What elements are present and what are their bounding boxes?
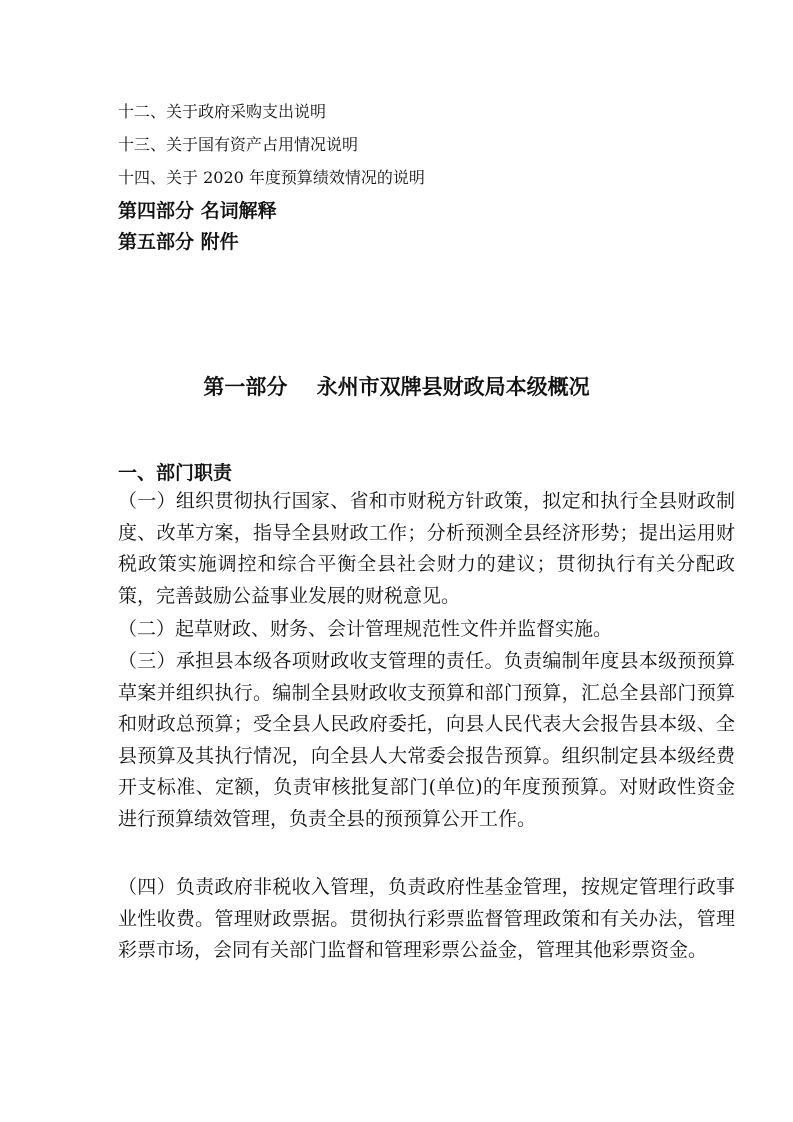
toc-item-13: 十三、关于国有资产占用情况说明 [118,135,359,154]
toc-part-4: 第四部分 名词解释 [118,200,277,222]
paragraph-4: （四）负责政府非税收入管理，负责政府性基金管理，按规定管理行政事业性收费。管理财政票据。贯彻执行彩票监督管理政策和有关办法，管理彩票市场，会同有关部门监督和管理彩票公益金，管理其他彩票资金。 [118,876,735,961]
paragraph-1: （一）组织贯彻执行国家、省和市财税方针政策，拟定和执行全县财政制度、改革方案，指导全县财政工作；分析预测全县经济形势；提出运用财税政策实施调控和综合平衡全县社会财力的建议；贯彻执行有关分配政策，完善鼓励公益事业发展的财税意见。 [118,490,735,607]
toc-item-14: 十四、关于 2020 年度预算绩效情况的说明 [118,168,425,187]
toc-part-5: 第五部分 附件 [118,231,239,253]
section-heading: 一、部门职责 [118,462,233,484]
page-title: 第一部分 永州市双牌县财政局本级概况 [203,375,590,399]
paragraph-2: （二）起草财政、财务、会计管理规范性文件并监督实施。 [118,618,613,640]
toc-item-12: 十二、关于政府采购支出说明 [118,102,327,121]
paragraph-3: （三）承担县本级各项财政收支管理的责任。负责编制年度县本级预预算草案并组织执行。编制全县财政收支预算和部门预算，汇总全县部门预算和财政总预算；受全县人民政府委托，向县人民代表大会报告县本级、全县预算及其执行情况，向全县人大常委会报告预算。组织制定县本级经费开支标准、定额，负责审核批复部门(单位)的年度预预算。对财政性资金进行预算绩效管理，负责全县的预预算公开工作。 [118,650,735,830]
